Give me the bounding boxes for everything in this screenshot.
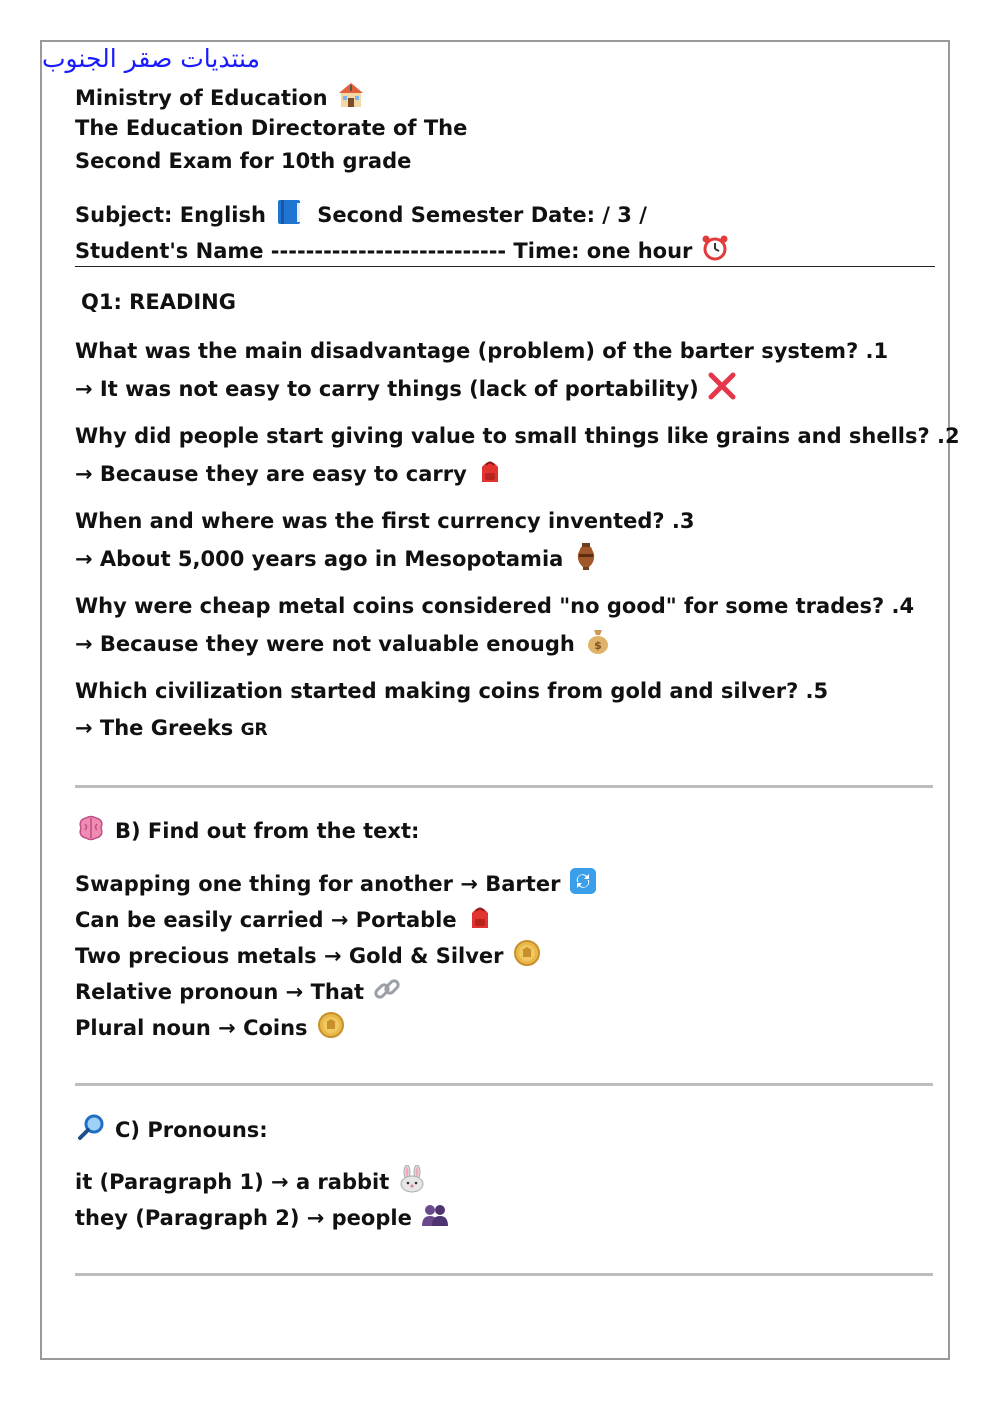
b-item-4 [75,975,402,1011]
amphora-icon [571,542,601,578]
coin-icon [316,1011,346,1047]
answer-text: → Because they are easy to carry [75,462,467,486]
q1-answer-5 [75,713,268,745]
answer-text: → It was not easy to carry things (lack of portability) [75,377,699,401]
section-divider-2 [75,1083,933,1086]
b-item-3 [75,939,542,975]
greek-flag-tag: GR [240,720,268,740]
c-title: C) Pronouns: [115,1118,268,1142]
c-item-text: they (Paragraph 2) → people [75,1206,412,1230]
q1-answer-2 [75,457,505,493]
semester-label: Second Semester Date: / 3 / [317,203,647,227]
c-title-row [75,1113,268,1149]
q1-question-5: Which civilization started making coins from gold and silver? .5 [75,679,829,703]
c-item-1 [75,1165,427,1201]
b-title-row [75,814,419,850]
b-item-5 [75,1011,346,1047]
answer-text: → The Greeks [75,716,234,740]
b-item-text: Relative pronoun → That [75,980,365,1004]
b-item-text: Swapping one thing for another → Barter [75,872,561,896]
q1-question-3: When and where was the first currency invented? .3 [75,509,695,533]
b-item-2 [75,903,495,939]
student-label: Student's Name --------------------------- Time: one hour [75,239,693,263]
q1-answer-3 [75,542,601,578]
c-item-2 [75,1201,450,1237]
brain-icon [75,814,107,850]
section-divider-3 [75,1273,933,1276]
b-item-text: Plural noun → Coins [75,1016,308,1040]
magnifying-glass-icon [75,1113,107,1149]
repeat-arrows-icon [568,867,598,903]
b-item-text: Can be easily carried → Portable [75,908,457,932]
answer-text: → About 5,000 years ago in Mesopotamia [75,547,564,571]
watermark-text: منتديات صقر الجنوب [42,44,260,73]
q1-title: Q1: READING [81,290,236,314]
ministry-label: Ministry of Education [75,86,328,110]
backpack-icon [465,903,495,939]
header-divider [75,266,935,267]
svg-text:$: $ [593,639,602,652]
rabbit-face-icon [397,1165,427,1201]
people-silhouette-icon [420,1201,450,1237]
b-title: B) Find out from the text: [115,819,420,843]
header-exam: Second Exam for 10th grade [75,149,412,173]
link-icon [372,975,402,1011]
header-student-row [75,234,730,270]
section-divider-1 [75,785,933,788]
blue-book-icon [274,198,304,234]
header-ministry [75,81,366,117]
b-item-text: Two precious metals → Gold & Silver [75,944,504,968]
q1-answer-1 [75,372,737,408]
cross-mark-icon [707,372,737,408]
backpack-icon [475,457,505,493]
header-subject-row [75,198,647,234]
answer-text: → Because they were not valuable enough [75,632,575,656]
q1-question-2: Why did people start giving value to small things like grains and shells? .2 [75,424,960,448]
q1-question-1: What was the main disadvantage (problem) of the barter system? .1 [75,339,889,363]
coin-icon [512,939,542,975]
school-icon [336,81,366,117]
q1-answer-4 [75,627,613,663]
money-bag-icon [583,627,613,663]
subject-label: Subject: English [75,203,266,227]
c-item-text: it (Paragraph 1) → a rabbit [75,1170,390,1194]
header-directorate: The Education Directorate of The [75,116,468,140]
alarm-clock-icon [700,234,730,270]
q1-question-4: Why were cheap metal coins considered "no good" for some trades? .4 [75,594,915,618]
b-item-1 [75,867,598,903]
